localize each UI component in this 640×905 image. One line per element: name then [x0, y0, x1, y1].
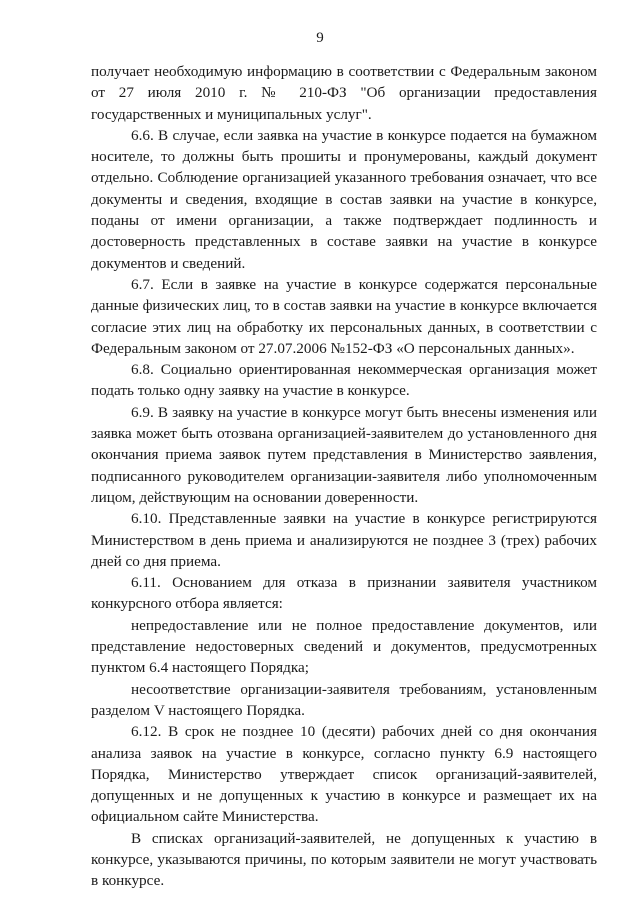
paragraph-6-6: 6.6. В случае, если заявка на участие в конкурсе подается на бумажном носителе, то должны быть прошиты и пронумерованы, каждый документ отдельно. Соблюдение организацией указанного требования означает, что все документы и сведения, входящие в состав заявки на участие в конкурсе, поданы от имени организации, а также подтверждает подлинность и достоверность представленных в составе заявки на участие в конкурсе документов и сведений.: [91, 126, 597, 272]
paragraph-6-11: 6.11. Основанием для отказа в признании заявителя участником конкурсного отбора является:: [91, 574, 597, 613]
paragraph-6-8: 6.8. Социально ориентированная некоммерческая организация может подать только одну заявку на участие в конкурсе.: [91, 361, 597, 400]
page-number: 9: [316, 30, 324, 46]
paragraph-6-11-item-2: несоответствие организации-заявителя требованиям, установленным разделом V настоящего Порядка.: [91, 680, 597, 719]
paragraph-continuation: получает необходимую информацию в соответствии с Федеральным законом от 27 июля 2010 г. № 210-ФЗ "Об организации предоставления государственных и муниципальных услуг".: [91, 63, 597, 123]
paragraph-6-9: 6.9. В заявку на участие в конкурсе могут быть внесены изменения или заявка может быть отозвана организацией-заявителем до установленного дня окончания приема заявок путем представления в Министерство заявления, подписанного руководителем организации-заявителя либо уполномоченным лицом, действующим на основании доверенности.: [91, 403, 597, 506]
paragraph-6-7: 6.7. Если в заявке на участие в конкурсе содержатся персональные данные физических лиц, то в состав заявки на участие в конкурсе включается согласие этих лиц на обработку их персональных данных, в соответствии с Федеральным законом от 27.07.2006 №152-ФЗ «О персональных данных».: [91, 275, 597, 357]
paragraph-6-12-note: В списках организаций-заявителей, не допущенных к участию в конкурсе, указываются причины, по которым заявители не могут участвовать в конкурсе.: [91, 829, 597, 890]
paragraph-6-10: 6.10. Представленные заявки на участие в конкурсе регистрируются Министерством в день приема и анализируются не позднее 3 (трех) рабочих дней со дня приема.: [91, 510, 597, 570]
document-body: [91, 61, 597, 892]
paragraph-6-11-item-1: непредоставление или не полное предоставление документов, или представление недостоверных сведений и документов, предусмотренных пунктом 6.4 настоящего Порядка;: [91, 616, 597, 677]
paragraph-6-12: 6.12. В срок не позднее 10 (десяти) рабочих дней со дня окончания анализа заявок на участие в конкурсе, согласно пункту 6.9 настоящего Порядка, Министерство утверждает список организаций-заявителей, допущенных и не допущенных к участию в конкурсе и размещает их на официальном сайте Министерства.: [91, 723, 597, 826]
